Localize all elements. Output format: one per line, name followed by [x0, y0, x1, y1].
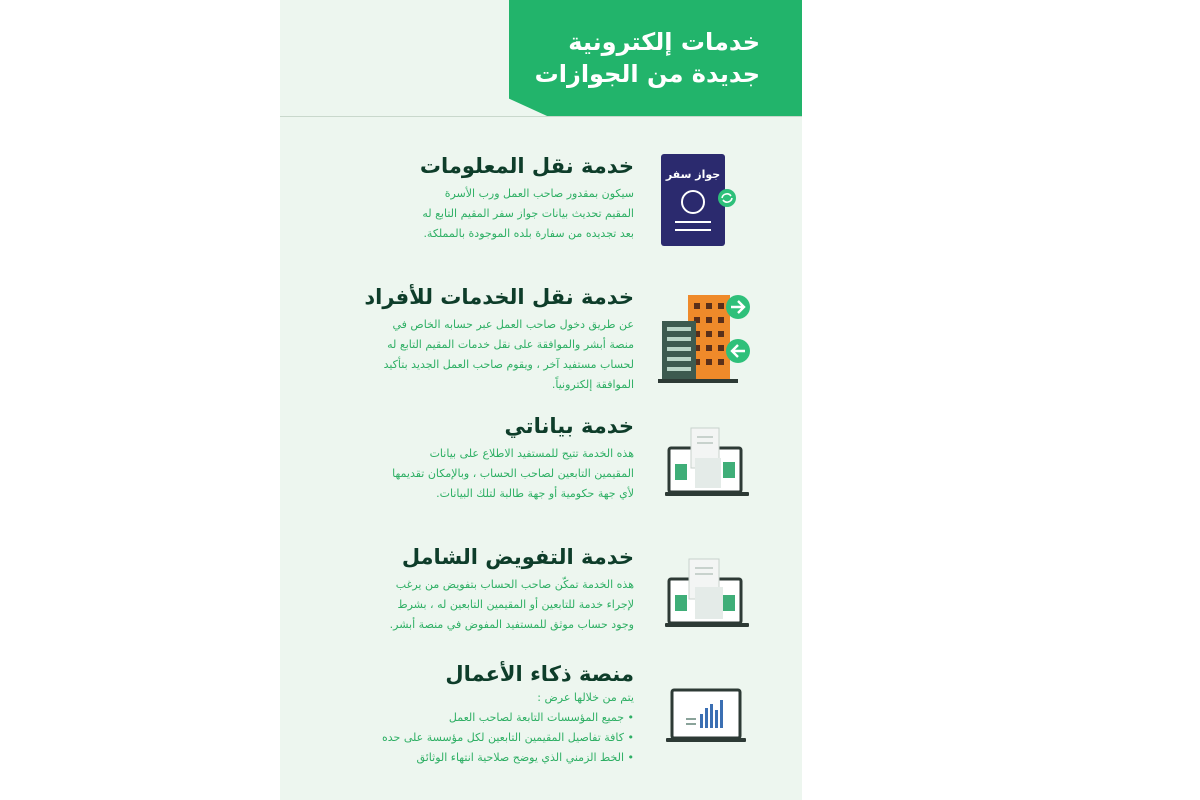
description-line: هذه الخدمة تتيح للمستفيد الاطلاع على بيانات — [429, 447, 634, 460]
section-description — [334, 315, 634, 395]
section-description — [334, 444, 634, 504]
description-line: • جميع المؤسسات التابعة لصاحب العمل — [448, 711, 634, 724]
description-line: المقيمين التابعين لصاحب الحساب ، وبالإمكان تقديمها — [392, 467, 634, 480]
laptop-dashboard-icon — [666, 688, 750, 746]
description-line: • كافة تفاصيل المقيمين التابعين لكل مؤسسة على حده — [382, 731, 634, 744]
section-title: خدمة بياناتي — [504, 414, 634, 438]
description-line: الموافقة إلكترونياً. — [551, 378, 634, 391]
description-line: وجود حساب موثق للمستفيد المفوض في منصة أبشر. — [389, 618, 634, 631]
section-title: خدمة التفويض الشامل — [401, 545, 634, 569]
description-line: لأي جهة حكومية أو جهة طالبة لتلك البيانات. — [436, 487, 634, 500]
section-description — [334, 575, 634, 635]
buildings-transfer-icon — [658, 287, 753, 385]
description-line: سيكون بمقدور صاحب العمل ورب الأسرة — [444, 187, 634, 200]
section-description — [334, 184, 634, 244]
section-title: منصة ذكاء الأعمال — [445, 662, 634, 686]
description-line: هذه الخدمة تمكّن صاحب الحساب بتفويض من يرغب — [395, 578, 634, 591]
description-line: يتم من خلالها عرض : — [537, 691, 634, 704]
description-line: منصة أبشر والموافقة على نقل خدمات المقيم التابع له — [387, 338, 634, 351]
section-description — [280, 688, 634, 768]
header-divider — [280, 116, 802, 117]
description-line: المقيم تحديث بيانات جواز سفر المقيم التابع له — [422, 207, 634, 220]
description-line: لحساب مستفيد آخر ، ويقوم صاحب العمل الجديد بتأكيد — [383, 358, 634, 371]
header-title-line1: خدمات إلكترونية — [568, 28, 760, 56]
description-line: عن طريق دخول صاحب العمل عبر حسابه الخاص في — [392, 318, 634, 331]
infographic-poster — [280, 0, 802, 800]
passport-icon — [655, 152, 745, 248]
passport-label: جواز سفر — [665, 168, 721, 181]
section-title: خدمة نقل المعلومات — [419, 154, 634, 178]
header-title-line2: جديدة من الجوازات — [534, 60, 760, 88]
section-title: خدمة نقل الخدمات للأفراد — [364, 285, 634, 309]
laptop-authorization-icon — [665, 557, 751, 629]
laptop-documents-icon — [665, 426, 751, 498]
description-line: • الخط الزمني الذي يوضح صلاحية انتهاء الوثائق — [416, 751, 634, 764]
description-line: بعد تجديده من سفارة بلده الموجودة بالمملكة. — [423, 227, 634, 240]
description-line: لإجراء خدمة للتابعين أو المقيمين التابعين له ، بشرط — [397, 598, 634, 611]
